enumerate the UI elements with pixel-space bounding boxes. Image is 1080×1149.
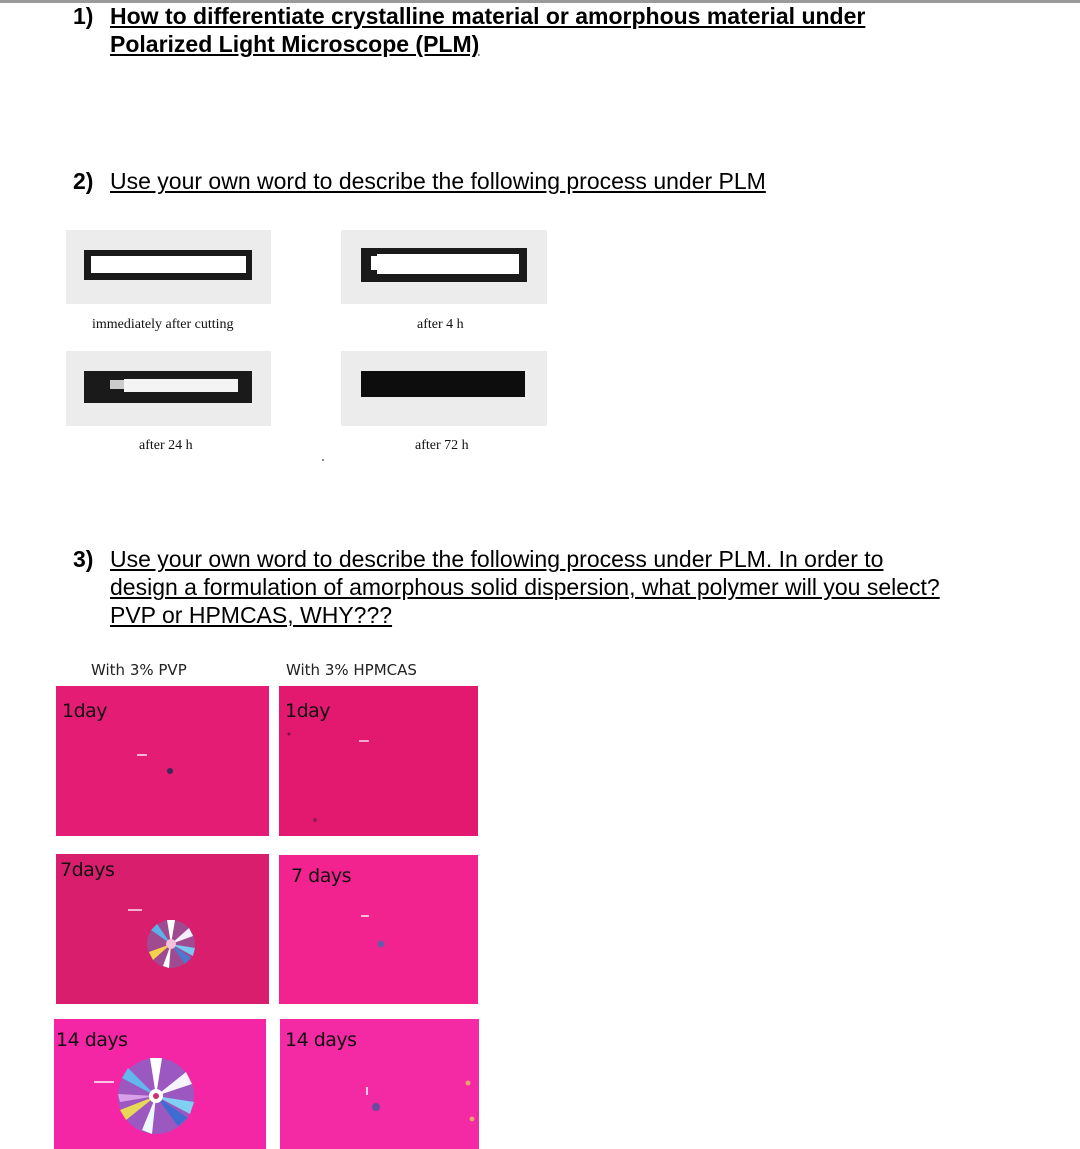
- column-header-hpmcas: With 3% HPMCAS: [286, 661, 417, 679]
- micrograph-label: 1day: [285, 700, 331, 722]
- micrograph-hpmcas-14days: [280, 1019, 479, 1149]
- question-text-line: PVP or HPMCAS, WHY???: [110, 602, 393, 628]
- question-text-line: How to differentiate crystalline material or amorphous material under: [110, 3, 866, 29]
- question-text-line: Polarized Light Microscope (PLM): [110, 31, 480, 57]
- cutting-caption: after 72 h: [415, 438, 469, 453]
- micrograph-label: 1day: [62, 700, 108, 722]
- micrograph-pvp-1day: [56, 686, 269, 836]
- micrograph-label: 7 days: [291, 865, 351, 887]
- micrograph-label: 14 days: [56, 1029, 128, 1051]
- stray-dot: [322, 459, 324, 461]
- micrograph-pvp-14days: [54, 1019, 266, 1149]
- cutting-image-24h: [66, 351, 271, 426]
- column-header-pvp: With 3% PVP: [91, 661, 187, 679]
- cutting-caption: after 4 h: [417, 317, 464, 332]
- question-1: [73, 2, 973, 62]
- cutting-caption: immediately after cutting: [92, 317, 234, 332]
- micrograph-hpmcas-7days: [279, 855, 478, 1004]
- micrograph-label: 14 days: [285, 1029, 357, 1051]
- question-text-line: Use your own word to describe the following process under PLM. In order to: [110, 546, 884, 572]
- question-number: 3): [73, 546, 94, 572]
- micrograph-label: 7days: [60, 859, 115, 881]
- micrograph-hpmcas-1day: [279, 686, 478, 836]
- micrograph-pvp-7days: [56, 854, 269, 1004]
- question-3: [73, 545, 993, 631]
- cutting-image-immediately: [66, 230, 271, 304]
- question-2: [73, 167, 973, 197]
- cutting-caption: after 24 h: [139, 438, 193, 453]
- question-number: 1): [73, 3, 94, 29]
- question-number: 2): [73, 168, 94, 194]
- cutting-image-72h: [341, 351, 547, 426]
- cutting-image-4h: [341, 230, 547, 304]
- question-text-line: Use your own word to describe the following process under PLM: [110, 168, 766, 194]
- question-text-line: design a formulation of amorphous solid dispersion, what polymer will you select?: [110, 574, 940, 600]
